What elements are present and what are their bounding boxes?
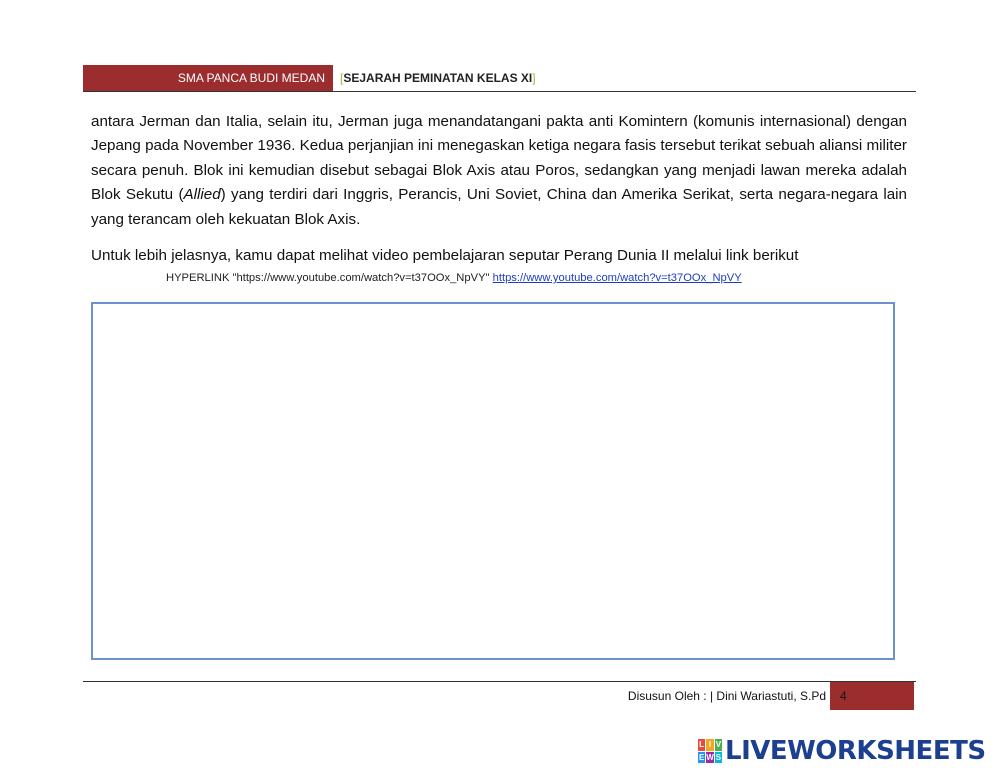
paragraph-text-b: ) yang terdiri dari Inggris, Perancis, Uni Soviet, China dan Amerika Serikat, serta negara-negara lain yang terancam oleh kekuatan Blok Axis. bbox=[91, 186, 907, 228]
video-intro-text: Untuk lebih jelasnya, kamu dapat melihat video pembelajaran seputar Perang Dunia II melalui link berikut bbox=[91, 247, 799, 264]
footer-author: Disusun Oleh : | Dini Wariastuti, S.Pd bbox=[627, 689, 826, 703]
video-embed-box[interactable] bbox=[91, 302, 895, 660]
hyperlink-field-code: HYPERLINK "https://www.youtube.com/watch?v=t37OOx_NpVY" bbox=[166, 272, 490, 284]
hyperlink-line bbox=[166, 272, 742, 284]
liveworksheets-brand[interactable] bbox=[698, 736, 986, 766]
header-subject bbox=[340, 65, 536, 91]
liveworksheets-logo-icon: L I V E W S bbox=[698, 740, 722, 762]
paragraph-italic-term: Allied bbox=[183, 186, 221, 204]
paragraph-text-a: antara Jerman dan Italia, selain itu, Jerman juga menandatangani pakta anti Komintern (komunis internasional) dengan Jepang pada November 1936. Kedua perjanjian ini menegaskan ketiga negara fasis tersebut terikat sebuah aliansi militer secara penuh. Blok ini kemudian disebut sebagai Blok Axis atau Poros, sedangkan yang menjadi lawan mereka adalah Blok Sekutu ( bbox=[91, 113, 907, 204]
body-paragraph bbox=[91, 110, 907, 232]
header-school-name: SMA PANCA BUDI MEDAN bbox=[177, 71, 325, 85]
page-number: 4 bbox=[830, 682, 914, 710]
header-divider bbox=[83, 91, 916, 92]
youtube-link[interactable]: https://www.youtube.com/watch?v=t37OOx_NpVY bbox=[492, 272, 742, 284]
liveworksheets-wordmark: LIVEWORKSHEETS bbox=[725, 736, 986, 766]
header-subject-label: SEJARAH PEMINATAN KELAS XI bbox=[343, 71, 533, 85]
header-bracket-open: [ bbox=[340, 71, 344, 85]
header-bracket-close: ] bbox=[532, 71, 536, 85]
header-school-bar bbox=[83, 65, 333, 91]
